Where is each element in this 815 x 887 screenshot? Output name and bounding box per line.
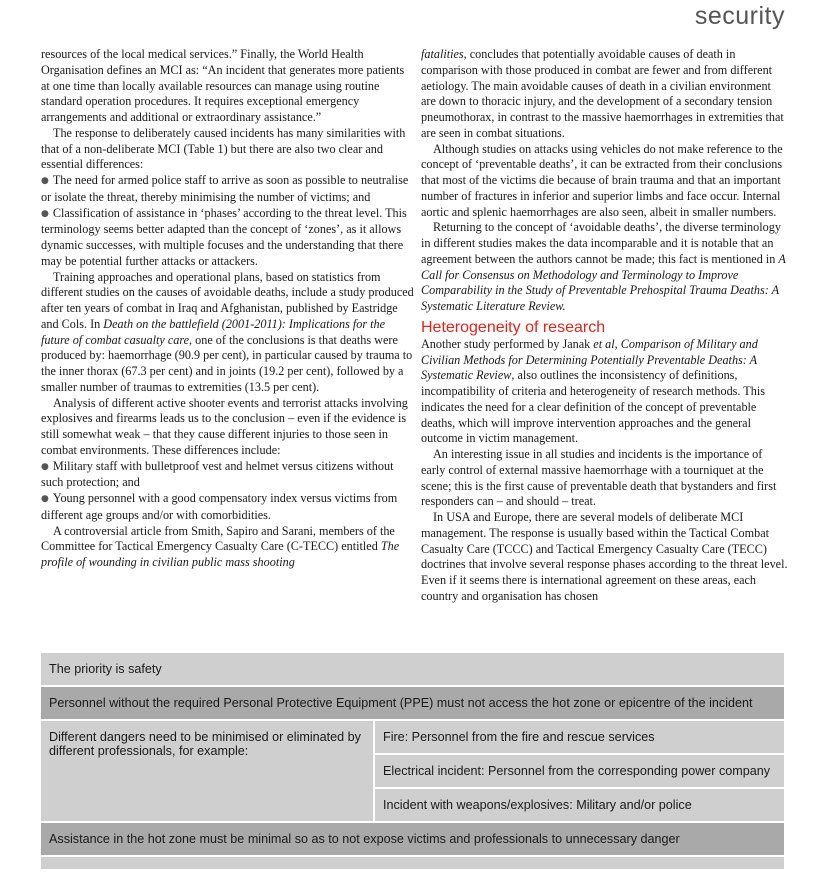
bullet-text: Classification of assistance in ‘phases’ according to the threat level. This terminology seems better adapted than the concept of ‘zones’, as it allows dynamic successes, with multiple focuses and the understanding that there may be potential further attacks or attackers.	[41, 205, 407, 268]
paragraph	[421, 220, 788, 315]
paragraph: Analysis of different active shooter events and terrorist attacks involving explosives and firearms leads us to the conclusion – even if the evidence is still somewhat weak – that they cause different injuries to those seen in combat environments. These differences include:	[41, 395, 408, 457]
table-subcells	[375, 721, 784, 821]
paragraph: An interesting issue in all studies and incidents is the importance of early control of external massive haemorrhage with a tourniquet at the scene; this is the first cause of preventable death that bystanders and first responders can – and should – treat.	[421, 447, 777, 509]
text: Another study performed by Janak	[421, 336, 594, 351]
table-row	[41, 653, 784, 687]
text: , concludes that potentially avoidable causes of death in comparison with those produced in combat are fewer and from different aetiology. The main avoidable causes of death in a civilian environment are down to thoracic injury, and the development of a secondary tension pneumothorax, in contrast to the massive haemorrhages in extremities that are seen in combat situations.	[421, 47, 784, 140]
table-cell: Personnel without the required Personal Protective Equipment (PPE) must not access the hot zone or epicentre of the incident	[49, 696, 753, 710]
table-cell: Fire: Personnel from the fire and rescue services	[375, 721, 784, 755]
paragraph	[421, 337, 788, 447]
bullet-text: The need for armed police staff to arrive as soon as possible to neutralise or isolate the threat, thereby minimising the number of victims; and	[41, 173, 409, 204]
paragraph: The response to deliberately caused incidents has many similarities with that of a non-deliberate MCI (Table 1) but there are also two clear and essential differences:	[41, 125, 406, 172]
table-cell: The priority is safety	[49, 662, 162, 676]
citation-title: fatalities	[421, 47, 464, 61]
paragraph	[41, 524, 416, 571]
bullet-text: Military staff with bulletproof vest and helmet versus citizens without such protection; and	[41, 458, 394, 490]
table-cell: Electrical incident: Personnel from the corresponding power company	[375, 755, 784, 789]
table-row	[41, 721, 784, 823]
table-cell: Incident with weapons/explosives: Military and/or police	[383, 798, 692, 812]
paragraph: In USA and Europe, there are several models of deliberate MCI management. The response is usually based within the Tactical Combat Casualty Care (TCCC) and Tactical Emergency Casualty Care (TECC) doctrines that involve several response phases according to the threat level. Even if it seems there is international agreement on these areas, each country and organisation has chosen	[421, 510, 788, 603]
left-column	[41, 47, 416, 571]
section-title: security	[694, 2, 785, 30]
citation-title: Death on the battlefield (2001-2011): Implications for the future of combat casualty care	[41, 316, 386, 347]
citation-title: The profile of wounding in civilian public mass shooting	[41, 539, 400, 569]
bullet-item	[41, 173, 416, 206]
table-cell: Different dangers need to be minimised or eliminated by different professionals, for example:	[41, 721, 375, 821]
citation-title: Comparison of Military and Civilian Methods for Determining Potentially Preventable Deaths: A Systematic Review	[421, 336, 758, 383]
text-italic: et al	[593, 336, 615, 351]
section-heading: Heterogeneity of research	[421, 318, 606, 336]
table-row	[41, 687, 784, 721]
paragraph: resources of the local medical services.” Finally, the World Health Organisation defines an MCI as: “An incident that generates more patients at one time than locally available resources can manage using routine standard operation procedures. It requires exceptional emergency arrangements and additional or extraordinary assistance.”	[41, 47, 405, 124]
right-column	[421, 47, 788, 605]
text: Returning to the concept of ‘avoidable deaths’, the diverse terminology in different studies makes the data incomparable and it is notable that an agreement between the authors cannot be made; this fact is mentioned in	[421, 220, 781, 266]
text: ,	[614, 336, 621, 351]
table-row	[41, 823, 784, 857]
paragraph: Although studies on attacks using vehicles do not make reference to the concept of ‘preventable deaths’, it can be extracted from their conclusions that most of the victims die because of brain trauma and that an important number of fractures in inferior and superior limbs and face occur. Internal aortic and splenic haemorrhages are also seen, albeit in smaller numbers.	[421, 141, 783, 219]
paragraph	[421, 47, 788, 142]
text: A controversial article from Smith, Sapiro and Sarani, members of the Committee for Tactical Emergency Casualty Care (C-TECC) entitled	[41, 523, 395, 554]
safety-table	[41, 653, 784, 869]
text: Training approaches and operational plans, based on statistics from different studies on the causes of avoidable deaths, include a study produced after ten years of combat in Iraq and Afghanistan, published by Eastridge and Cols. In	[41, 269, 414, 331]
paragraph	[41, 270, 416, 396]
text: , also outlines the inconsistency of definitions, incompatibility of criteria and heterogeneity of research methods. This indicates the need for a clear definition of the concept of preventable deaths, which will improve intervention approaches and the general outcome in victim management.	[421, 368, 765, 446]
bullet-item	[41, 459, 416, 492]
table-bottom-strip	[41, 857, 784, 869]
bullet-text: Young personnel with a good compensatory index versus victims from different age groups and/or with comorbidities.	[41, 491, 398, 522]
bullet-item	[41, 206, 416, 270]
citation-title: A Call for Consensus on Methodology and Terminology to Improve Comparability in the Study of Preventable Prehospital Trauma Deaths: A Systematic Literature Review.	[421, 251, 786, 313]
table-cell: Assistance in the hot zone must be minimal so as to not expose victims and professionals to unnecessary danger	[49, 832, 680, 846]
bullet-item	[41, 491, 416, 524]
text: , one of the conclusions is that deaths were produced by: haemorrhage (90.9 per cent), in particular caused by trauma to the inner thorax (67.3 per cent) and in joints (19.2 per cent), followed by a smaller number of traumas to extremities (13.5 per cent).	[41, 332, 413, 394]
